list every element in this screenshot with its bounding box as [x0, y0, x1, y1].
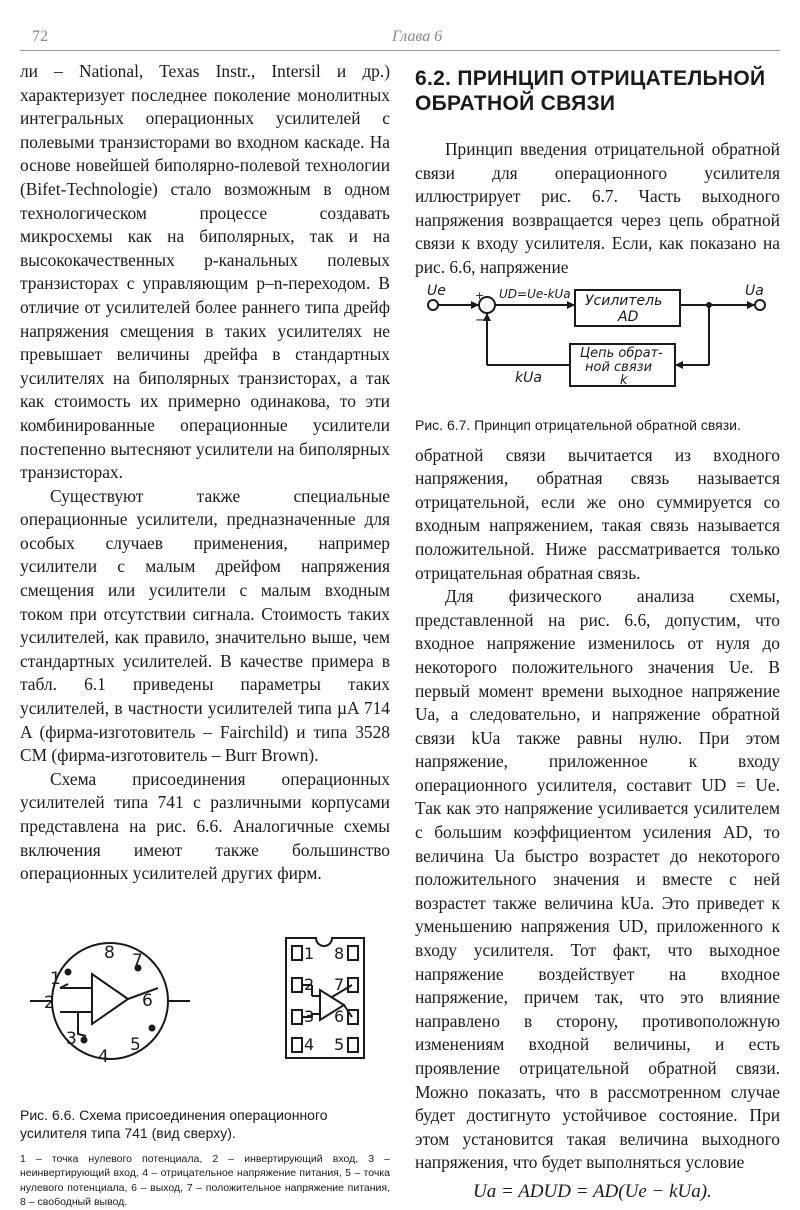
paragraph: Существуют также специальные операционные усилители, предназначенные для особых случаев применения, например усилители с малым дрейфом напряжения смещения или усилители с малым входным током при отсутствии сигнала. Стоимость таких усилителей, как правило, значительно выше, чем стандартных усилителей. В качестве примера в табл. 6.1 приведены параметры таких усилителей, в частности усилителей типа µA 714 A (фирма-изготовитель – Fairchild) и типа 3528 CM (фирма-изготовитель – Burr Brown).: [20, 485, 390, 766]
pinout-diagram: [20, 916, 390, 1106]
pin-label: 5: [130, 1034, 141, 1055]
pin-label: 2: [304, 974, 315, 994]
pin-label: 6: [334, 1006, 345, 1026]
pin-label: 2: [44, 992, 55, 1013]
amplifier-gain-label: AD: [618, 308, 639, 325]
paragraph: Принцип введения отрицательной обратной связи для операционного усилителя иллюстрирует рис. 6.7. Часть выходного напряжения возвращается через цепь обратной связи к входу усилителя. Если, как показано на рис. 6.6, напряжение: [415, 139, 780, 277]
difference-equation-label: UD=Ue-kUa: [499, 286, 571, 301]
plus-sign: +: [475, 288, 485, 302]
page-number: 72: [32, 28, 48, 45]
feedback-voltage-label: kUa: [515, 369, 542, 386]
figure-6-6: [20, 916, 390, 1106]
paragraph: ли – National, Texas Instr., Intersil и др.) характеризует последнее поколение монолитных интегральных операционных усилителей с полевыми транзисторами во входном каскаде. На основе новейшей биполярно-полевой технологии (Bifet-Technologie) стало возможным в одном технологическом процессе создавать микросхемы как на биполярных, так и на высококачественных p-канальных полевых транзисторах с управляющим p–n-переходом. В отличие от усилителей более раннего типа дрейф напряжения смещения в таких усилителях не превышает величины дрейфа в стандартных усилителях на биполярных транзисторах, а так как стоимость их примерно одинакова, то эти комбинированные операционные усилители постепенно вытесняют усилители на биполярных транзисторах.: [20, 61, 390, 483]
minus-sign: −: [475, 312, 486, 328]
feedback-factor-label: k: [620, 372, 628, 388]
dip-package: [286, 938, 364, 1058]
pin-label: 3: [66, 1028, 77, 1049]
pin-label: 8: [104, 942, 115, 963]
input-voltage-label: Ue: [427, 282, 446, 299]
paragraph: обратной связи вычитается из входного напряжения, обратная связь называется отрицательной, если же оно суммируется со входным напряжением, такая связь называется положительной. Ниже рассматривается только отрицательная обратная связь.: [415, 444, 780, 583]
round-pin-labels: [44, 943, 153, 1067]
left-column: [20, 60, 390, 1210]
pin-label: 3: [304, 1006, 315, 1026]
pin-label: 4: [98, 1046, 109, 1067]
chapter-title: Глава 6: [392, 28, 443, 45]
feedback-label: Цепь обрат-: [580, 345, 663, 361]
amplifier-label: Усилитель: [585, 292, 663, 309]
running-header: [20, 28, 780, 51]
paragraph: Для физического анализа схемы, представленной на рис. 6.6, допустим, что входное напряжение изменилось от нуля до некоторого положительного значения Ue. В первый момент времени выходное напряжение Ua, а следовательно, и напряжение обратной связи kUa также равны нулю. При этом напряжение, приложенное к входу операционного усилителя, составит UD = Ue. Так как это напряжение усиливается усилителем с большим коэффициентом усиления AD, то величина Ua быстро возрастет до некоторого положительного значения и вместе с ней возрастет также величина kUa. Это приведет к уменьшению напряжения UD, приложенного к входу усилителя. Тот факт, что выходное напряжение воздействует на входное напряжение, причем так, что это влияние направлено в сторону, противоположную изменениям входной величины, и есть проявление отрицательной обратной связи. Можно показать, что в рассмотренном случае будет достигнуто устойчивое состояние. При этом установится такая величина выходного напряжения, что будет выполняться условие: [415, 586, 780, 1173]
dip-pin-labels: [304, 944, 344, 1054]
pin-label: 5: [334, 1034, 345, 1054]
pin-label: 6: [142, 990, 153, 1011]
pin-label: 4: [304, 1034, 315, 1054]
figure-6-7: [415, 282, 780, 410]
output-voltage-label: Ua: [745, 282, 764, 299]
figure-6-7-caption: Рис. 6.7. Принцип отрицательной обратной связи.: [415, 416, 741, 433]
formula: Ua = ADUD = AD(Ue − kUa).: [473, 1180, 712, 1202]
feedback-block-diagram: [415, 282, 780, 410]
figure-6-6-caption: Рис. 6.6. Схема присоединения операционного усилителя типа 741 (вид сверху).: [20, 1106, 328, 1141]
paragraph: Схема присоединения операционных усилителей типа 741 с различными корпусами представлена на рис. 6.6. Аналогичные схемы включения имеют также большинство операционных усилителей других фирм.: [20, 768, 390, 884]
pin-label: 1: [50, 968, 61, 989]
pin-label: 7: [132, 950, 143, 971]
section-title: 6.2. ПРИНЦИП ОТРИЦАТЕЛЬНОЙ ОБРАТНОЙ СВЯЗИ: [415, 67, 766, 115]
pin-label: 8: [334, 943, 345, 963]
feedback-label: ной связи: [585, 359, 653, 375]
figure-6-6-legend: 1 – точка нулевого потенциала, 2 – инвертирующий вход, 3 – неинвертирующий вход, 4 – отрицательное напряжение питания, 5 – точка нулевого потенциала, 6 – выход, 7 – положительное напряжение питания, 8 – свободный вывод.: [20, 1152, 390, 1209]
right-column: [415, 60, 780, 1203]
pin-label: 1: [304, 943, 315, 963]
pin-label: 7: [334, 974, 345, 994]
